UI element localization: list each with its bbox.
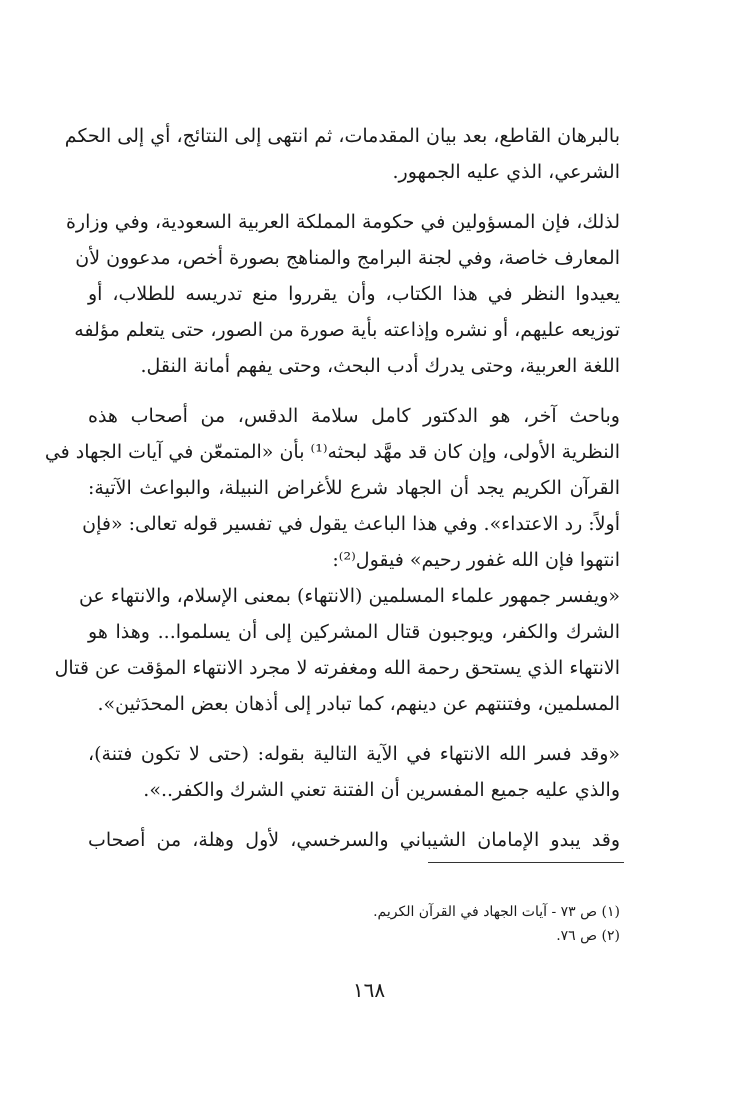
footnote-1: (١) ص ٧٣ - آيات الجهاد في القرآن الكريم. xyxy=(373,904,620,920)
text-line: بالبرهان القاطع، بعد بيان المقدمات، ثم انتهى إلى النتائج، أي إلى الحكم xyxy=(64,125,620,147)
text-line: «وقد فسر الله الانتهاء في الآية التالية بقوله: (حتى لا تكون فتنة)، xyxy=(88,743,620,765)
footnotes xyxy=(200,900,620,948)
text-line: النظرية الأولى، وإن كان قد مهَّد لبحثه⁽¹⁾ بأن «المتمعّن في آيات الجهاد في xyxy=(44,441,620,463)
paragraph-3 xyxy=(44,398,620,722)
text-line: «ويفسر جمهور علماء المسلمين (الانتهاء) بمعنى الإسلام، والانتهاء عن xyxy=(78,585,620,607)
text-line: الانتهاء الذي يستحق رحمة الله ومغفرته لا مجرد الانتهاء المؤقت عن قتال xyxy=(54,657,620,679)
footnote-2: (٢) ص ٧٦. xyxy=(556,928,620,944)
text-line: الشرك والكفر، ويوجبون قتال المشركين إلى أن يسلموا... وهذا هو xyxy=(88,621,620,643)
text-line: وقد يبدو الإمامان الشيباني والسرخسي، لأول وهلة، من أصحاب xyxy=(88,829,620,851)
text-line: المسلمين، وفتنتهم عن دينهم، كما تبادر إلى أذهان بعض المحدَثين». xyxy=(97,693,620,715)
text-line: اللغة العربية، وحتى يدرك أدب البحث، وحتى يفهم أمانة النقل. xyxy=(140,355,620,377)
text-line: والذي عليه جميع المفسرين أن الفتنة تعني الشرك والكفر..». xyxy=(143,779,620,801)
text-line: يعيدوا النظر في هذا الكتاب، وأن يقرروا منع تدريسه للطلاب، أو xyxy=(88,283,620,305)
text-line: انتهوا فإن الله غفور رحيم» فيقول⁽²⁾: xyxy=(332,549,620,571)
text-line: توزيعه عليهم، أو نشره وإذاعته بأية صورة من الصور، حتى يتعلم مؤلفه xyxy=(74,319,620,341)
main-text xyxy=(44,118,620,872)
page-number: ١٦٨ xyxy=(352,978,386,1002)
text-line: أولاً: رد الاعتداء». وفي هذا الباعث يقول في تفسير قوله تعالى: «فإن xyxy=(82,513,620,535)
text-line: الشرعي، الذي عليه الجمهور. xyxy=(392,161,620,183)
text-line: وباحث آخر، هو الدكتور كامل سلامة الدقس، من أصحاب هذه xyxy=(88,405,620,427)
text-line: لذلك، فإن المسؤولين في حكومة المملكة العربية السعودية، وفي وزارة xyxy=(65,211,620,233)
paragraph-4 xyxy=(88,736,620,808)
text-line: القرآن الكريم يجد أن الجهاد شرع للأغراض النبيلة، والبواعث الآتية: xyxy=(88,477,620,499)
text-line: المعارف خاصة، وفي لجنة البرامج والمناهج بصورة أخص، مدعوون لأن xyxy=(75,247,620,269)
footnote-divider xyxy=(428,862,624,863)
paragraph-1 xyxy=(64,118,620,190)
paragraph-5 xyxy=(88,822,620,858)
paragraph-2 xyxy=(65,204,620,384)
